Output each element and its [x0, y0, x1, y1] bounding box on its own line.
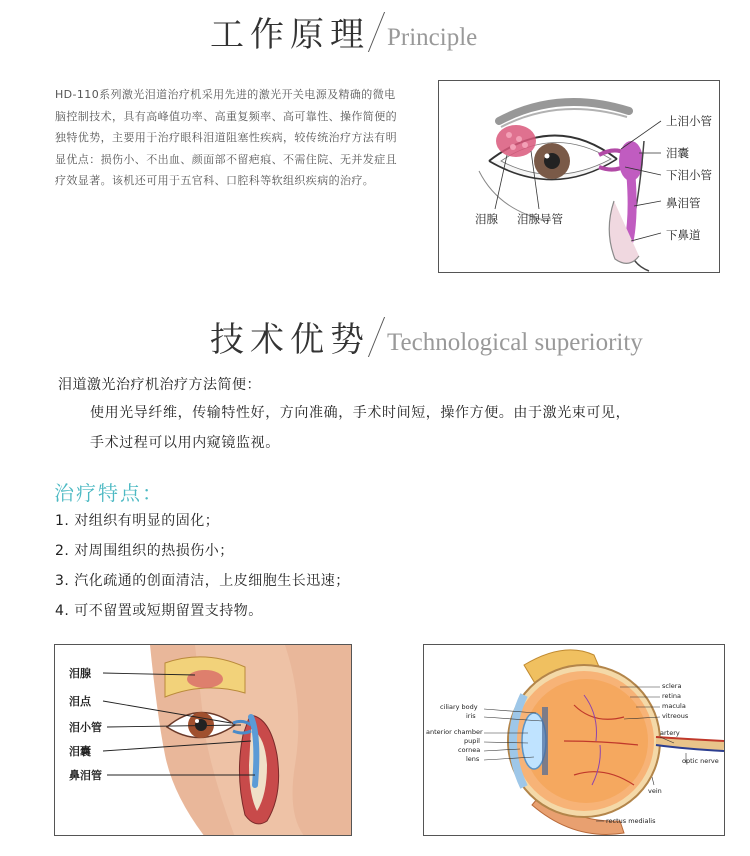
technology-intro: 泪道激光治疗机治疗方法简便：: [58, 377, 261, 393]
label-gland-duct: 泪腺导管: [517, 212, 563, 226]
face-label-punctum: 泪点: [69, 695, 91, 708]
label-inferior-meatus: 下鼻道: [666, 228, 701, 242]
eye-label-lens: lens: [466, 755, 480, 763]
label-nasolacrimal-duct: 鼻泪管: [666, 196, 701, 210]
eye-label-vitreous: vitreous: [662, 712, 689, 720]
principle-title-cn: 工作原理: [210, 15, 370, 55]
features-title: 治疗特点：: [54, 481, 164, 505]
label-lacrimal-gland: 泪腺: [475, 212, 498, 226]
lacrimal-system-diagram: [438, 80, 720, 273]
feature-item: 2. 对周围组织的热损伤小；: [55, 543, 234, 559]
heading-slash: [368, 12, 385, 52]
technology-title-cn: 技术优势: [210, 320, 370, 360]
eye-label-optic-nerve: optic nerve: [682, 757, 719, 765]
eye-label-artery: artery: [660, 729, 680, 737]
technology-body-line1: 使用光导纤维，传输特性好，方向准确，手术时间短，操作方便。由于激光束可见，: [90, 405, 631, 421]
principle-text: HD-110系列激光泪道治疗机采用先进的激光开关电源及精确的微电脑控制技术，具有高峰值功率、高重复频率、高可靠性、操作简便的独特优势，主要用于治疗眼科泪道阻塞性疾病，较传统治疗方法有明显优点：损伤小、不出血、颜面部不留疤痕、不需住院、无并发症且疗效显著。该机还可用于五官科、口腔科等软组织疾病的治疗。: [55, 88, 397, 187]
eye-anatomy-diagram: [423, 644, 725, 836]
feature-item: 3. 汽化疏通的创面清洁，上皮细胞生长迅速；: [55, 573, 350, 589]
face-label-sac: 泪囊: [69, 745, 91, 758]
eye-label-anterior-chamber: anterior chamber: [426, 728, 483, 736]
principle-title-en: Principle: [387, 24, 478, 51]
eye-label-retina: retina: [662, 692, 681, 700]
eye-label-pupil: pupil: [464, 737, 480, 745]
label-upper-canaliculus: 上泪小管: [666, 114, 712, 128]
technology-title-en: Technological superiority: [387, 329, 643, 356]
technology-body-line2: 手术过程可以用内窥镜监视。: [90, 435, 280, 451]
feature-item: 1. 对组织有明显的固化；: [55, 513, 220, 529]
face-label-gland: 泪腺: [69, 667, 91, 680]
label-lacrimal-sac: 泪囊: [666, 146, 689, 160]
face-illustration: [55, 645, 352, 836]
heading-slash: [368, 317, 385, 357]
eye-label-iris: iris: [466, 712, 476, 720]
face-label-canaliculus: 泪小管: [69, 721, 102, 734]
principle-heading: [210, 12, 478, 55]
eye-label-sclera: sclera: [662, 682, 682, 690]
face-lacrimal-diagram: [54, 644, 352, 836]
feature-item: 4. 可不留置或短期留置支持物。: [55, 603, 263, 619]
label-lower-canaliculus: 下泪小管: [666, 168, 712, 182]
technology-heading: [210, 317, 643, 360]
face-label-duct: 鼻泪管: [69, 769, 102, 782]
eye-label-cornea: cornea: [458, 746, 481, 754]
eye-label-ciliary-body: ciliary body: [440, 703, 478, 711]
eye-label-vein: vein: [648, 787, 662, 795]
eye-label-rectus-medialis: rectus medialis: [606, 817, 656, 825]
features-list: [55, 506, 350, 626]
eye-label-macula: macula: [662, 702, 686, 710]
